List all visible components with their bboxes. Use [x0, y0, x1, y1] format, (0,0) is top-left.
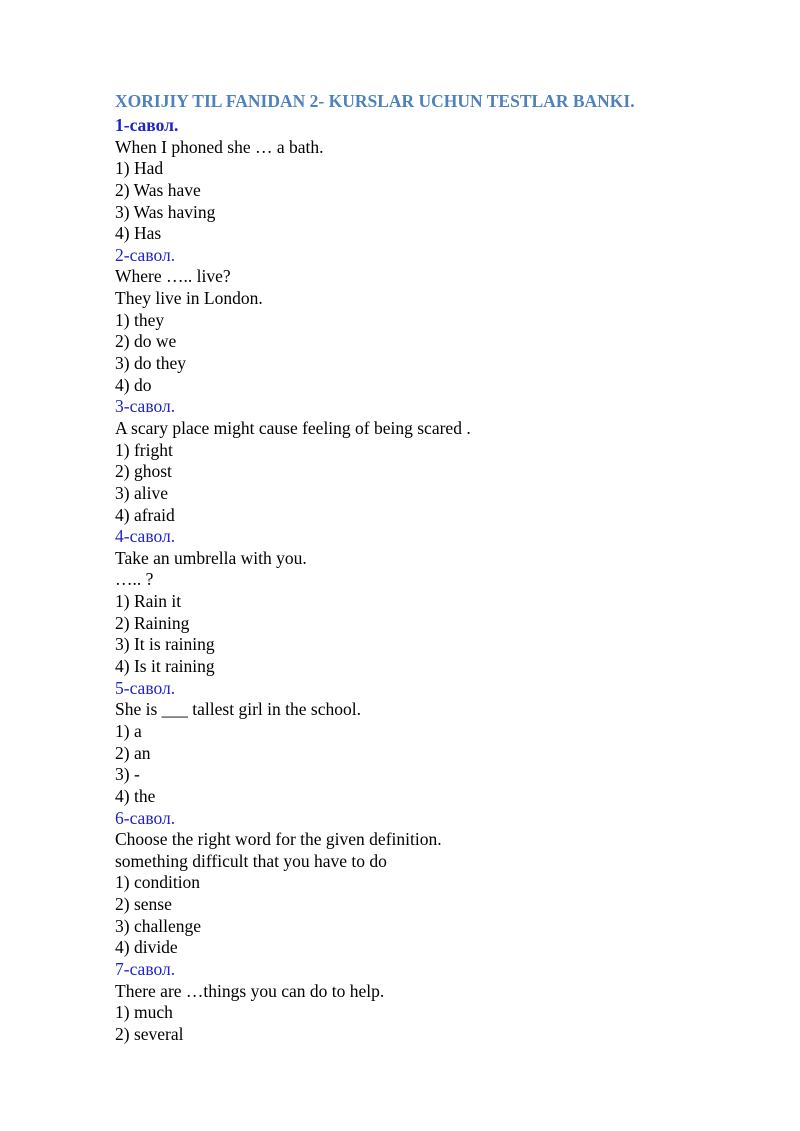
question-block — [115, 808, 755, 959]
answer-option: 3) It is raining — [115, 634, 215, 655]
question-prompt: ….. ? — [115, 569, 154, 590]
answer-option: 1) much — [115, 1002, 173, 1023]
answer-option: 1) a — [115, 720, 142, 741]
question-label: 1-савол. — [115, 115, 179, 135]
answer-option: 2) Raining — [115, 612, 190, 633]
answer-option: 1) Had — [115, 158, 164, 179]
answer-option: 4) divide — [115, 937, 178, 958]
question-block — [115, 678, 755, 808]
question-label: 7-савол. — [115, 958, 176, 979]
answer-option: 2) do we — [115, 331, 177, 352]
question-block — [115, 115, 755, 245]
answer-option: 2) sense — [115, 894, 172, 915]
question-label: 3-савол. — [115, 396, 176, 417]
question-prompt: Where ….. live? — [115, 266, 231, 287]
answer-option: 1) condition — [115, 872, 201, 893]
question-block — [115, 245, 755, 396]
answer-option: 4) do — [115, 374, 152, 395]
answer-option: 3) Was having — [115, 201, 216, 222]
document-page — [115, 89, 755, 1046]
answer-option: 2) Was have — [115, 179, 201, 200]
answer-option: 4) Is it raining — [115, 656, 215, 677]
question-list — [115, 115, 755, 1046]
answer-option: 3) do they — [115, 353, 186, 374]
question-label: 4-савол. — [115, 526, 176, 547]
answer-option: 4) the — [115, 785, 156, 806]
question-prompt: She is ___ tallest girl in the school. — [115, 699, 361, 720]
question-label: 2-савол. — [115, 244, 176, 265]
question-block — [115, 396, 755, 526]
answer-option: 3) challenge — [115, 915, 201, 936]
question-prompt: There are …things you can do to help. — [115, 980, 385, 1001]
answer-option: 2) an — [115, 742, 151, 763]
answer-option: 1) Rain it — [115, 591, 182, 612]
answer-option: 2) ghost — [115, 461, 172, 482]
document-title: XORIJIY TIL FANIDAN 2- KURSLAR UCHUN TESTLAR BANKI. — [115, 91, 635, 111]
answer-option: 4) afraid — [115, 504, 175, 525]
question-label: 6-савол. — [115, 807, 176, 828]
question-block — [115, 959, 755, 1046]
answer-option: 1) fright — [115, 439, 173, 460]
question-prompt: They live in London. — [115, 288, 263, 309]
answer-option: 3) - — [115, 764, 140, 785]
question-prompt: Take an umbrella with you. — [115, 547, 307, 568]
answer-option: 4) Has — [115, 223, 162, 244]
answer-option: 3) alive — [115, 482, 168, 503]
question-prompt: A scary place might cause feeling of being scared . — [115, 417, 471, 438]
question-prompt: When I phoned she … a bath. — [115, 136, 324, 157]
question-prompt: Choose the right word for the given definition. — [115, 829, 442, 850]
answer-option: 2) several — [115, 1023, 184, 1044]
question-block — [115, 526, 755, 677]
answer-option: 1) they — [115, 309, 165, 330]
question-prompt: something difficult that you have to do — [115, 850, 387, 871]
question-label: 5-савол. — [115, 677, 176, 698]
